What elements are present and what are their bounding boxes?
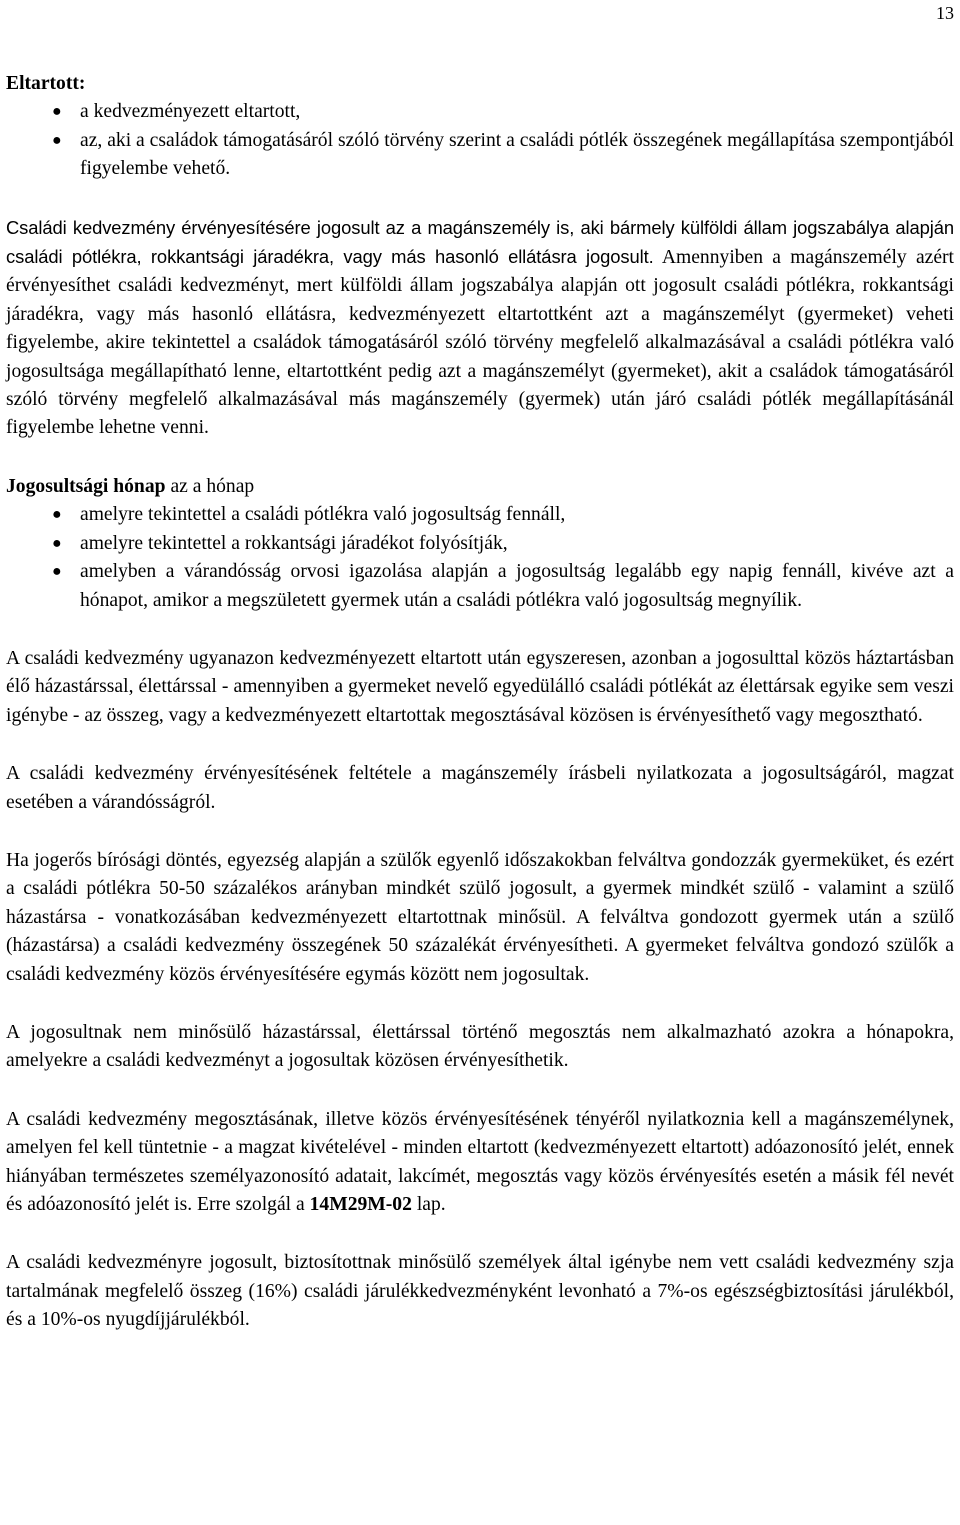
- eltartott-heading: Eltartott:: [6, 73, 86, 94]
- paragraph-feltetel: A családi kedvezmény érvényesítésének feltétele a magánszemély írásbeli nyilatkozata a jogosultságáról, magzat esetében a várandósságról.: [6, 763, 954, 813]
- paragraph-kulfoldi: Családi kedvezmény érvényesítésére jogosult az a magánszemély is, aki bármely külföldi állam jogszabálya alapján családi pótlékra, rokkantsági járadékra, vagy más hasonló ellátásra jogosult. Amennyiben a magánszemély azért érvényesíthet családi kedvezményt, mert külföldi állam jogszabálya alapján ott jogosult családi pótlékra, rokkantsági járadékra, vagy más hasonló ellátásra, kedvezményezett eltartottként azt a magánszemélyt (gyermeket) veheti figyelembe, akire tekintettel a családok támogatásáról szóló törvény megfelelő alkalmazásával a családi pótlékra való jogosultsága megállapítható lenne, eltartottként pedig azt a magánszemélyt (gyermeket), akit a családok támogatásáról szóló törvény megfelelő alkalmazásával más magánszemély (gyermek) után járó családi pótlék megállapításánál figyelembe lehetne venni.: [6, 216, 954, 439]
- list-item: ● a kedvezményezett eltartott,: [6, 98, 954, 126]
- jogosultsagi-list: [6, 501, 954, 615]
- list-item: ● amelyre tekintettel a családi pótlékra való jogosultság fennáll,: [6, 501, 954, 529]
- eltartott-list: [6, 98, 954, 183]
- paragraph-jarulekkedvezmeny: A családi kedvezményre jogosult, biztosítottnak minősülő személyek által igénybe nem vett családi kedvezmény szja tartalmának megfelelő összeg (16%) családi járulékkedvezményként levonható a 7%-os egészségbiztosítási járulékból, és a 10%-os nyugdíjjárulékból.: [6, 1252, 954, 1331]
- bullet-icon: ●: [52, 131, 62, 149]
- paragraph-felvaltva: Ha jogerős bírósági döntés, egyezség alapján a szülők egyenlő időszakokban felváltva gondozzák gyermeküket, és ezért a családi pótlékra 50-50 százalékos arányban mindkét szülő jogosult, a gyermek mindkét szülő - valamint a szülő házastársa - vonatkozásában kedvezményezett eltartottnak minősül. A felváltva gondozott gyermek után a szülő (házastársa) a családi kedvezmény összegének 50 százalékát érvényesítheti. A gyermeket felváltva gondozó szülők a családi kedvezmény közös érvényesítésére egymás között nem jogosultak.: [6, 849, 954, 985]
- bullet-icon: ●: [52, 534, 62, 552]
- page-number: 13: [936, 3, 954, 23]
- jogosultsagi-intro: Jogosultsági hónap az a hónap: [6, 475, 255, 497]
- bullet-icon: ●: [52, 563, 62, 581]
- paragraph-megosztas: A családi kedvezmény ugyanazon kedvezményezett eltartott után egyszeresen, azonban a jogosulttal közös háztartásban élő házastárssal, élettárssal - amennyiben a gyermeket nevelő egyedülálló családi pótlékát az élettársak egyike sem veszi igénybe - az összeg, vagy a kedvezményezett eltartottak megosztásával közösen is érvényesíthető vagy megosztható.: [6, 647, 954, 726]
- bullet-icon: ●: [52, 506, 62, 524]
- list-item: ● amelyben a várandósság orvosi igazolása alapján a jogosultság legalább egy napig fennáll, kivéve azt a hónapot, amikor a megszületett gyermek után a családi pótlékra való jogosultság megnyílik.: [6, 558, 954, 615]
- paragraph-nyilatkozat: A családi kedvezmény megosztásának, illetve közös érvényesítésének tényéről nyilatkoznia kell a magánszemélynek, amelyen fel kell tüntetnie - a magzat kivételével - minden eltartott (kedvezményezett eltartott) adóazonosító jelét, ennek hiányában természetes személyazonosító adatait, lakcímét, megosztás vagy közös érvényesítés esetén a másik fél nevét és adóazonosító jelét is. Erre szolgál a 14M29M-02 lap.: [6, 1108, 954, 1215]
- document-body: [6, 70, 954, 1335]
- bullet-icon: ●: [52, 103, 62, 121]
- form-code: 14M29M-02: [309, 1194, 412, 1215]
- list-item: ● amelyre tekintettel a rokkantsági járadékot folyósítják,: [6, 530, 954, 558]
- paragraph-nem-jogosult: A jogosultnak nem minősülő házastárssal, élettárssal történő megosztás nem alkalmazható azokra a hónapokra, amelyekre a családi kedvezményt a jogosultak közösen érvényesíthetik.: [6, 1021, 954, 1072]
- list-item: ● az, aki a családok támogatásáról szóló törvény szerint a családi pótlék összegének megállapítása szempontjából figyelembe vehető.: [6, 127, 954, 184]
